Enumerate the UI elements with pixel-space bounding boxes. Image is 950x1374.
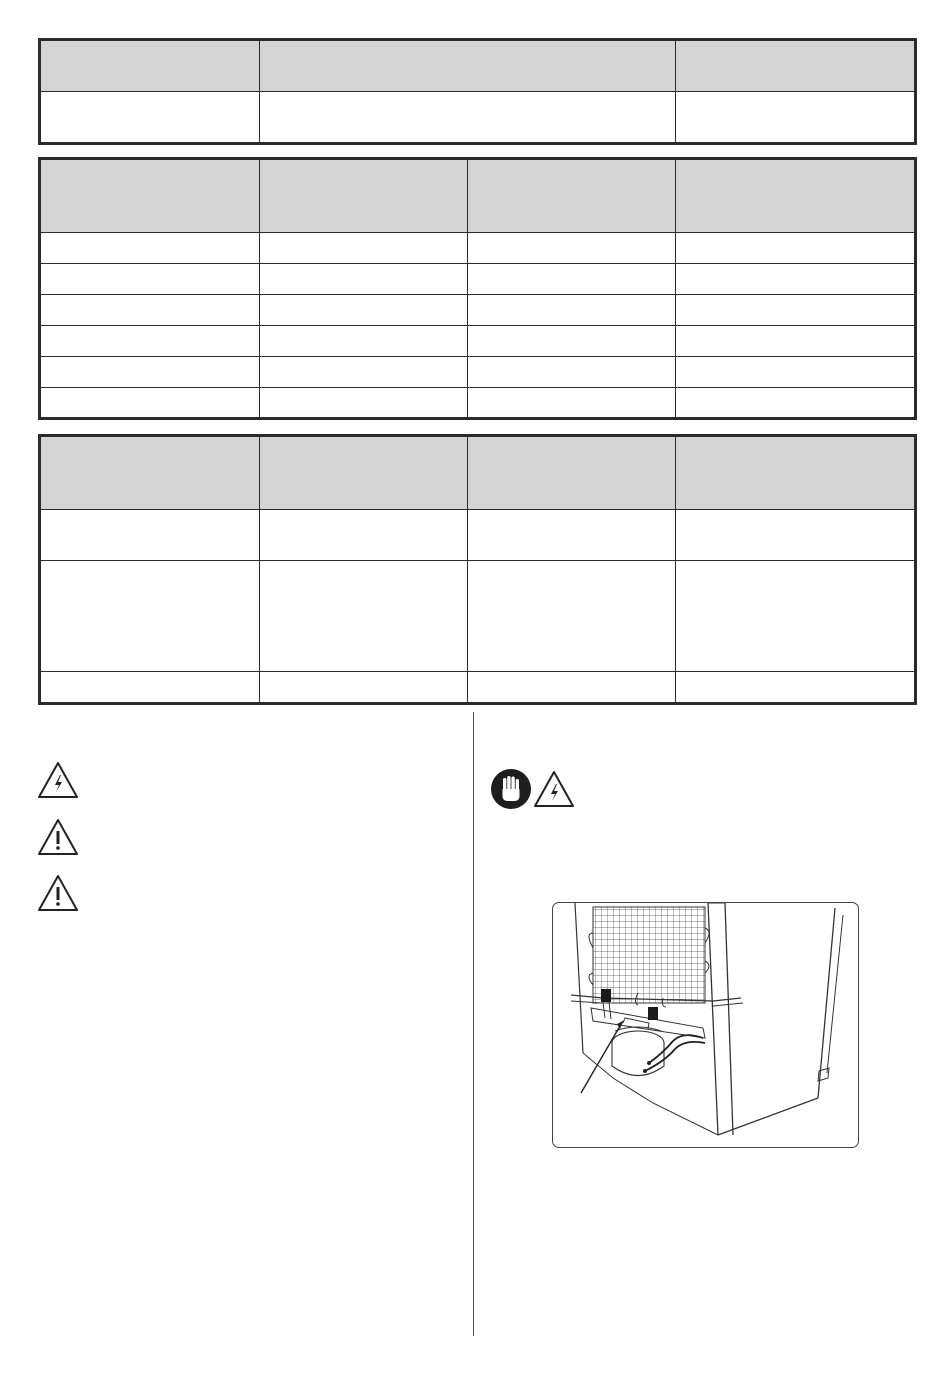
refrigerator-rear-illustration: [552, 902, 859, 1148]
table-header-cell: [260, 159, 468, 233]
table-row: [40, 510, 916, 561]
table-cell: [468, 672, 676, 704]
table-cell: [676, 561, 916, 672]
table-cell: [468, 326, 676, 357]
table-cell: [676, 357, 916, 388]
table-row: [40, 672, 916, 704]
table-cell: [260, 233, 468, 264]
electric-shock-warning-icon: [532, 769, 576, 809]
table-cell: [260, 357, 468, 388]
table-header-cell: [260, 40, 676, 92]
spec-table-1: [38, 38, 917, 145]
table-cell: [40, 326, 260, 357]
table-cell: [468, 233, 676, 264]
table-cell: [676, 233, 916, 264]
table-cell: [676, 264, 916, 295]
table-cell: [676, 510, 916, 561]
table-row: [40, 92, 916, 144]
table-cell: [676, 326, 916, 357]
table-cell: [260, 326, 468, 357]
table-header-cell: [40, 159, 260, 233]
caution-warning-icon: [36, 873, 80, 913]
table-cell: [40, 388, 260, 419]
table-cell: [40, 295, 260, 326]
table-header-cell: [676, 436, 916, 510]
caution-warning-icon: [36, 817, 80, 857]
spec-table-3: [38, 434, 917, 705]
table-header-row: [40, 159, 916, 233]
table-cell: [40, 92, 260, 144]
table-header-cell: [40, 40, 260, 92]
table-header-cell: [260, 436, 468, 510]
table-header-cell: [468, 159, 676, 233]
table-header-row: [40, 436, 916, 510]
table-cell: [468, 388, 676, 419]
table-cell: [676, 295, 916, 326]
table-header-cell: [468, 436, 676, 510]
table-header-cell: [40, 436, 260, 510]
table-row: [40, 233, 916, 264]
table-cell: [676, 92, 916, 144]
table-row: [40, 357, 916, 388]
table-header-cell: [676, 40, 916, 92]
table-cell: [40, 510, 260, 561]
table-row: [40, 264, 916, 295]
electric-shock-warning-icon: [36, 760, 80, 800]
table-cell: [260, 92, 676, 144]
table-cell: [468, 295, 676, 326]
table-header-cell: [676, 159, 916, 233]
table-cell: [40, 233, 260, 264]
table-cell: [260, 561, 468, 672]
table-cell: [676, 672, 916, 704]
table-cell: [40, 264, 260, 295]
table-cell: [468, 510, 676, 561]
stop-hand-icon: [490, 768, 532, 810]
table-row: [40, 388, 916, 419]
table-cell: [260, 672, 468, 704]
table-cell: [468, 264, 676, 295]
table-cell: [40, 357, 260, 388]
table-cell: [468, 561, 676, 672]
compressor-drawing: [553, 903, 858, 1147]
table-row: [40, 561, 916, 672]
table-cell: [468, 357, 676, 388]
table-cell: [260, 388, 468, 419]
table-cell: [40, 672, 260, 704]
table-cell: [260, 264, 468, 295]
table-header-row: [40, 40, 916, 92]
table-cell: [260, 295, 468, 326]
table-cell: [260, 510, 468, 561]
column-divider: [473, 712, 474, 1336]
table-row: [40, 326, 916, 357]
table-cell: [676, 388, 916, 419]
table-cell: [40, 561, 260, 672]
table-row: [40, 295, 916, 326]
spec-table-2: [38, 157, 917, 420]
